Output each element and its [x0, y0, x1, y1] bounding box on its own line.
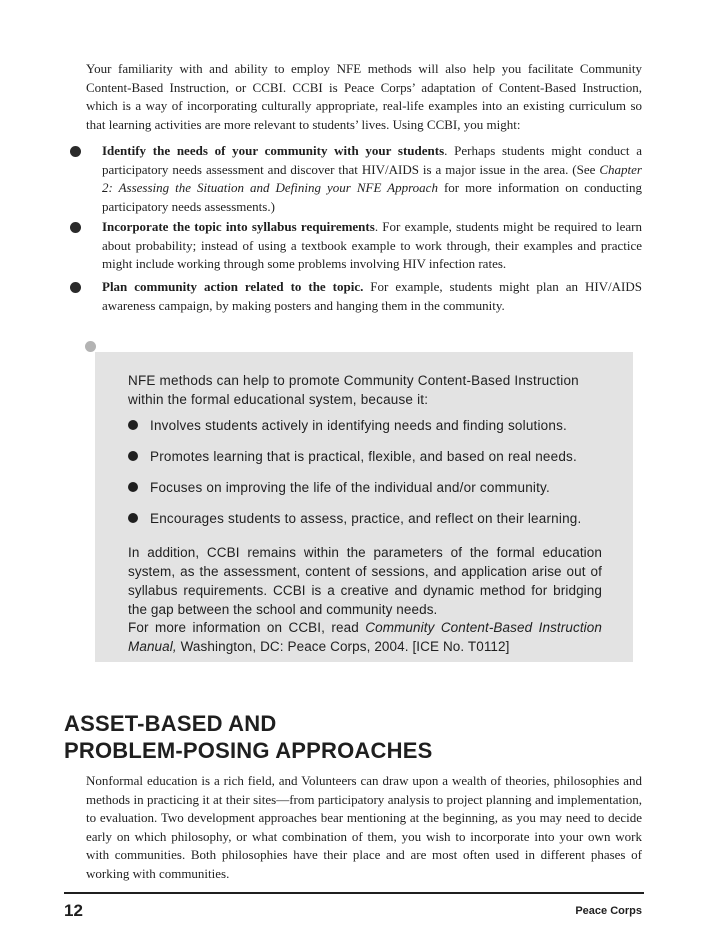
box-list-item [128, 509, 602, 529]
footer-rule [64, 892, 644, 894]
box-list-item [128, 447, 602, 467]
box-item-text: Involves students actively in identifying needs and finding solutions. [150, 418, 567, 433]
bullet-body: For example, students might plan an HIV/AIDS awareness campaign, by making posters and hanging them in the community. [102, 279, 643, 313]
bullet-text [102, 278, 642, 315]
bullet-icon [128, 420, 138, 430]
box-list-item [128, 416, 602, 436]
ccbi-sidebar-box [95, 352, 633, 662]
bullet-lead: Identify the needs of your community with your students [102, 143, 445, 158]
box-list-item [128, 478, 602, 498]
bullet-tail: for more information on conducting participatory needs assessments.) [102, 180, 642, 214]
box-reference [128, 618, 602, 656]
reference-lead: For more information on CCBI, read [128, 620, 366, 635]
reference-tail: Washington, DC: Peace Corps, 2004. [ICE No. T0112] [176, 639, 510, 654]
bullet-icon [70, 282, 81, 293]
bullet-body: . For example, students might be required to learn about probability; instead of using a textbook example to work through, their examples and practice might include working through some problems involving HIV infection rates. [102, 219, 642, 272]
bullet-body: . Perhaps students might conduct a participatory needs assessment and discover that HIV/AIDS is a major issue in the area. (See [102, 143, 643, 177]
bullet-text [102, 218, 642, 274]
heading-line: ASSET-BASED AND [64, 711, 277, 736]
footer-organization: Peace Corps [575, 905, 642, 917]
box-item-text: Encourages students to assess, practice, and reflect on their learning. [150, 511, 582, 526]
section-heading [64, 710, 432, 764]
sidebar-bullet-icon [85, 341, 96, 352]
chapter-reference: Chapter 2: Assessing the Situation and Defining your NFE Approach [102, 161, 642, 196]
bullet-icon [70, 222, 81, 233]
bullet-icon [128, 513, 138, 523]
box-item-text: Promotes learning that is practical, flexible, and based on real needs. [150, 449, 577, 464]
box-paragraph: In addition, CCBI remains within the parameters of the formal education system, as the assessment, content of sessions, and application arise out of syllabus requirements. CCBI is a creative and dynamic method for bridging the gap between the school and community needs. [128, 545, 602, 617]
box-intro: NFE methods can help to promote Community Content-Based Instruction within the formal educational system, because it: [128, 373, 579, 407]
bullet-icon [128, 451, 138, 461]
bullet-icon [128, 482, 138, 492]
box-item-text: Focuses on improving the life of the individual and/or community. [150, 480, 550, 495]
heading-line: PROBLEM-POSING APPROACHES [64, 738, 433, 763]
bullet-lead: Incorporate the topic into syllabus requirements [102, 219, 375, 234]
bullet-text [102, 142, 642, 216]
intro-paragraph: Your familiarity with and ability to employ NFE methods will also help you facilitate Community Content-Based Instruction, or CCBI. CCBI is Peace Corps’ adaptation of Content-Based Instruction, which is a way of incorporating culturally appropriate, real-life examples into an existing curriculum so that learning activities are more relevant to students’ lives. Using CCBI, you might: [86, 61, 642, 132]
manual-title: Community Content-Based Instruction Manual, [128, 620, 602, 654]
page-number: 12 [64, 901, 83, 920]
section-paragraph: Nonformal education is a rich field, and Volunteers can draw upon a wealth of theories, philosophies and methods in practicing it at their sites—from participatory analysis to project planning and implementation, to evaluation. Two development approaches bear mentioning at the beginning, as you may need to decide early on which philosophy, or what combination of them, you wish to incorporate into your own work with communities. Both philosophies have their place and are most often used in different phases of working with communities. [86, 773, 642, 881]
bullet-icon [70, 146, 81, 157]
bullet-lead: Plan community action related to the topic. [102, 279, 364, 294]
